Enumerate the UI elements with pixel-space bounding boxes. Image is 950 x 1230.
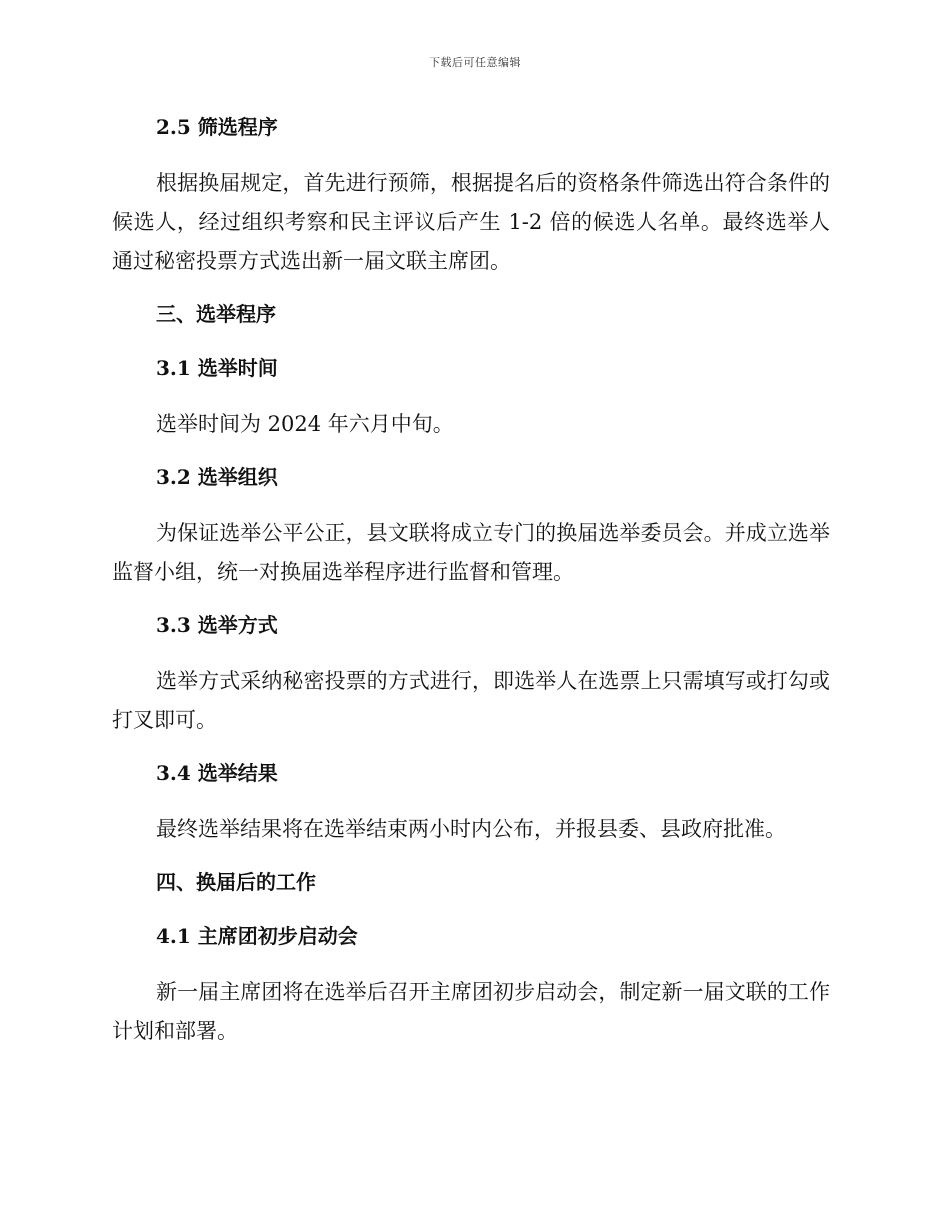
section-body-3-1: 选举时间为 2024 年六月中旬。: [156, 412, 454, 436]
section-heading-2-5: 2.5 筛选程序: [156, 115, 278, 139]
section-body-3-4: 最终选举结果将在选举结束两小时内公布，并报县委、县政府批准。: [156, 817, 786, 841]
section-body-3-2: 为保证选举公平公正，县文联将成立专门的换届选举委员会。并成立选举监督小组，统一对换届选举程序进行监督和管理。: [112, 521, 830, 584]
section-body-3-3: 选举方式采纳秘密投票的方式进行，即选举人在选票上只需填写或打勾或打叉即可。: [112, 669, 830, 732]
section-heading-3-1: 3.1 选举时间: [156, 356, 278, 380]
header-note: 下载后可任意编辑: [429, 56, 521, 69]
section-body-2-5: 根据换届规定，首先进行预筛，根据提名后的资格条件筛选出符合条件的候选人，经过组织考察和民主评议后产生 1-2 倍的候选人名单。最终选举人通过秘密投票方式选出新一届文联主席团。: [112, 171, 830, 273]
section-heading-3-4: 3.4 选举结果: [156, 761, 278, 785]
document-body: [112, 110, 830, 1067]
section-heading-4: 四、换届后的工作: [156, 870, 316, 894]
section-heading-4-1: 4.1 主席团初步启动会: [156, 924, 358, 948]
section-heading-3: 三、选举程序: [156, 302, 276, 326]
section-body-4-1: 新一届主席团将在选举后召开主席团初步启动会，制定新一届文联的工作计划和部署。: [112, 980, 830, 1043]
section-heading-3-3: 3.3 选举方式: [156, 613, 278, 637]
section-heading-3-2: 3.2 选举组织: [156, 465, 278, 489]
